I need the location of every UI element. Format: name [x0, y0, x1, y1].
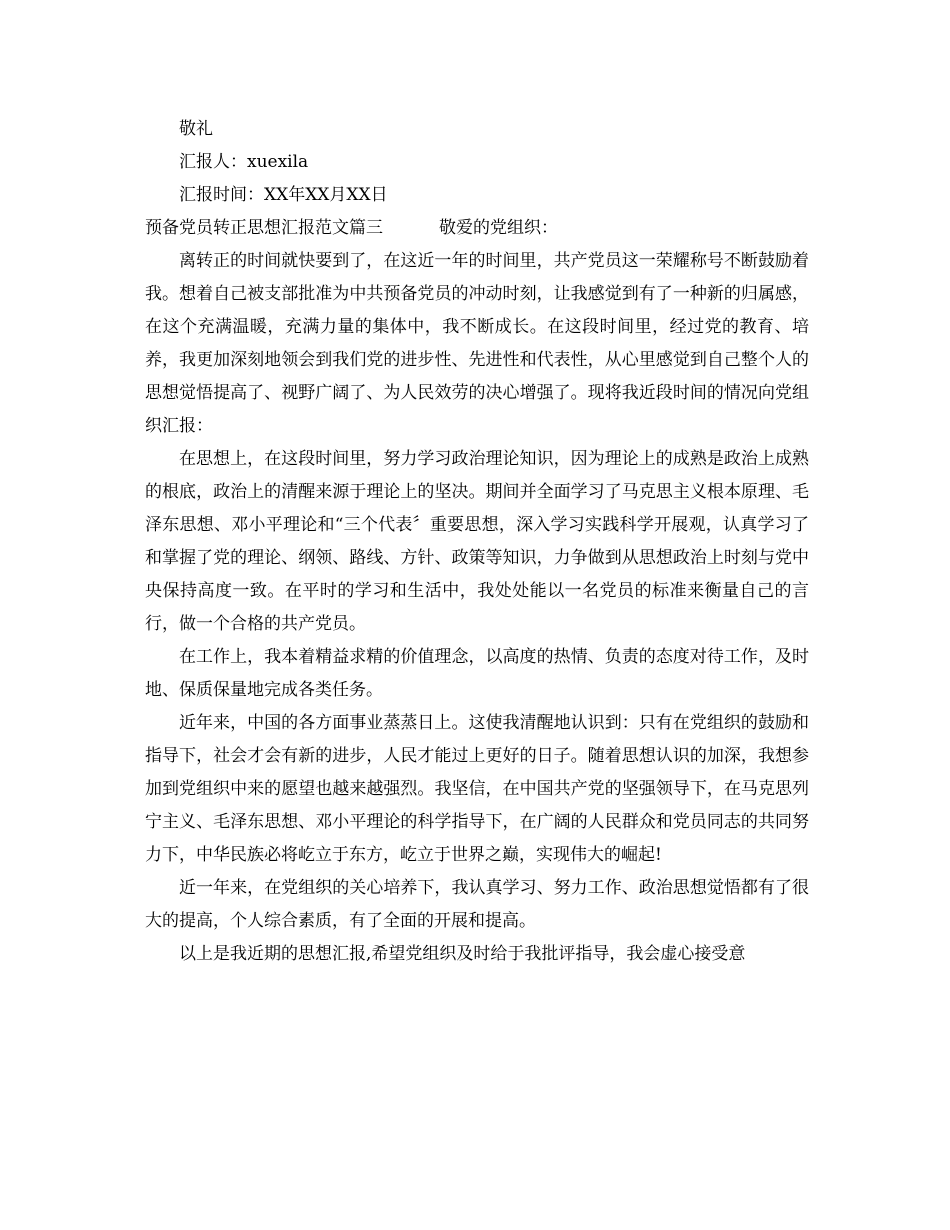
section-title: 预备党员转正思想汇报范文篇三 [145, 218, 383, 238]
closing-salutation: 敬礼 [179, 119, 213, 139]
paragraph-3: 在工作上，我本着精益求精的价值理念，以高度的热情、负责的态度对待工作，及时地、保质保量地完成各类任务。 [145, 647, 809, 700]
document-body [145, 113, 809, 971]
reporter-line: 汇报人：xuexila [179, 152, 309, 172]
greeting: 敬爱的党组织： [439, 218, 558, 238]
paragraph-4: 近年来，中国的各方面事业蒸蒸日上。这使我清醒地认识到：只有在党组织的鼓励和指导下，社会才会有新的进步，人民才能过上更好的日子。随着思想认识的加深，我想参加到党组织中来的愿望也越来越强烈。我坚信，在中国共产党的坚强领导下，在马克思列宁主义、毛泽东思想、邓小平理论的科学指导下，在广阔的人民群众和党员同志的共同努力下，中华民族必将屹立于东方，屹立于世界之巅，实现伟大的崛起! [145, 713, 809, 865]
paragraph-5: 近一年来，在党组织的关心培养下，我认真学习、努力工作、政治思想觉悟都有了很大的提高，个人综合素质，有了全面的开展和提高。 [145, 878, 809, 931]
paragraph-2: 在思想上，在这段时间里，努力学习政治理论知识，因为理论上的成熟是政治上成熟的根底，政治上的清醒来源于理论上的坚决。期间并全面学习了马克思主义根本原理、毛泽东思想、邓小平理论和“三个代表〞重要思想，深入学习实践科学开展观，认真学习了和掌握了党的理论、纲领、路线、方针、政策等知识，力争做到从思想政治上时刻与党中央保持高度一致。在平时的学习和生活中，我处处能以一名党员的标准来衡量自己的言行，做一个合格的共产党员。 [145, 449, 809, 634]
paragraph-1: 离转正的时间就快要到了，在这近一年的时间里，共产党员这一荣耀称号不断鼓励着我。想着自己被支部批准为中共预备党员的冲动时刻，让我感觉到有了一种新的归属感，在这个充满温暖，充满力量的集体中，我不断成长。在这段时间里，经过党的教育、培养，我更加深刻地领会到我们党的进步性、先进性和代表性，从心里感觉到自己整个人的思想觉悟提高了、视野广阔了、为人民效劳的决心增强了。现将我近段时间的情况向党组织汇报： [145, 251, 809, 436]
paragraph-6: 以上是我近期的思想汇报,希望党组织及时给于我批评指导，我会虚心接受意 [179, 944, 746, 964]
report-time-line: 汇报时间：XX年XX月XX日 [179, 185, 388, 205]
section-heading-line [145, 212, 809, 245]
